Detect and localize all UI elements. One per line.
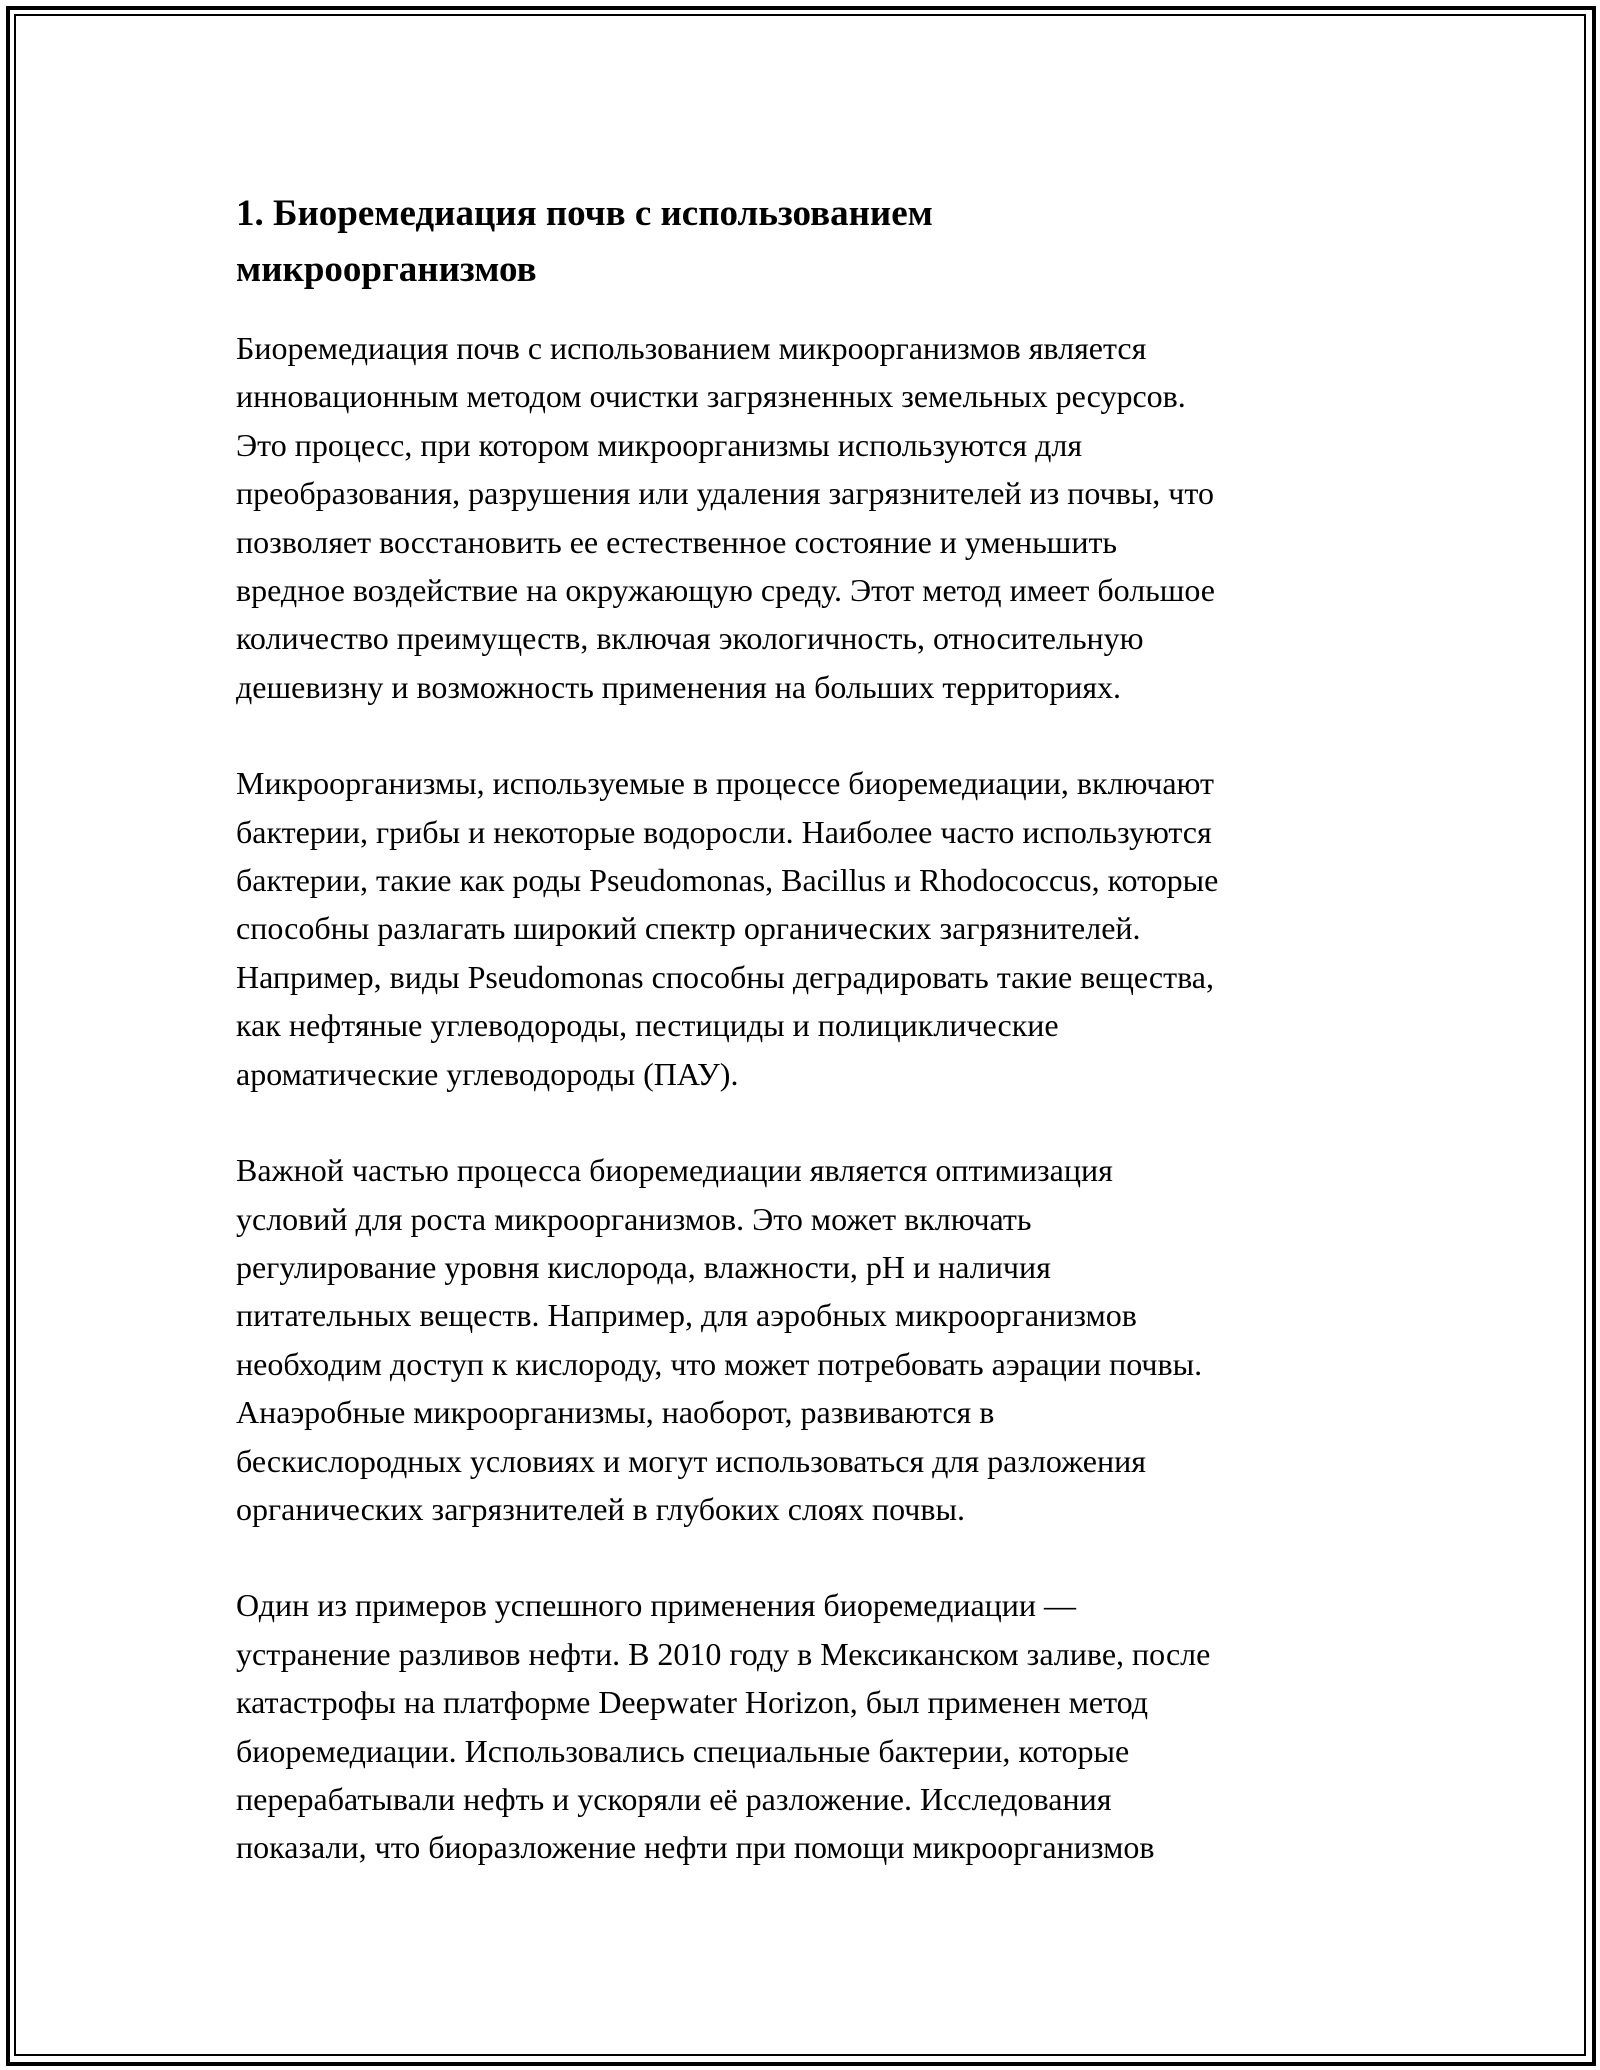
paragraph-example: Один из примеров успешного применения биоремедиации — устранение разливов нефти. В 2010 году в Мексиканском заливе, после катастрофы на платформе Deepwater Horizon, был применен метод биоремедиации. Использовались специальные бактерии, которые перерабатывали нефть и ускоряли её разложение. Исследования показали, что биоразложение нефти при помощи микроорганизмов <box>236 1587 1211 1866</box>
section-heading: 1. Биоремедиация почв с использованием микроорганизмов <box>236 193 933 290</box>
document-body <box>236 186 1376 1920</box>
paragraph-microorganisms: Микроорганизмы, используемые в процессе биоремедиации, включают бактерии, грибы и некоторые водоросли. Наиболее часто используются бактерии, такие как роды Pseudomonas, Bacillus и Rhodococcus, которые способны разлагать широкий спектр органических загрязнителей. Например, виды Pseudomonas способны деградировать такие вещества, как нефтяные углеводороды, пестициды и полициклические ароматические углеводороды (ПАУ). <box>236 765 1219 1092</box>
paragraph-intro: Биоремедиация почв с использованием микроорганизмов является инновационным методом очистки загрязненных земельных ресурсов. Это процесс, при котором микроорганизмы используются для преобразования, разрушения или удаления загрязнителей из почвы, что позволяет восстановить ее естественное состояние и уменьшить вредное воздействие на окружающую среду. Этот метод имеет большое количество преимуществ, включая экологичность, относительную дешевизну и возможность применения на больших территориях. <box>236 330 1215 705</box>
paragraph-optimization: Важной частью процесса биоремедиации является оптимизация условий для роста микроорганизмов. Это может включать регулирование уровня кислорода, влажности, pH и наличия питательных веществ. Например, для аэробных микроорганизмов необходим доступ к кислороду, что может потребовать аэрации почвы. Анаэробные микроорганизмы, наоборот, развиваются в бескислородных условиях и могут использоваться для разложения органических загрязнителей в глубоких слоях почвы. <box>236 1152 1203 1527</box>
